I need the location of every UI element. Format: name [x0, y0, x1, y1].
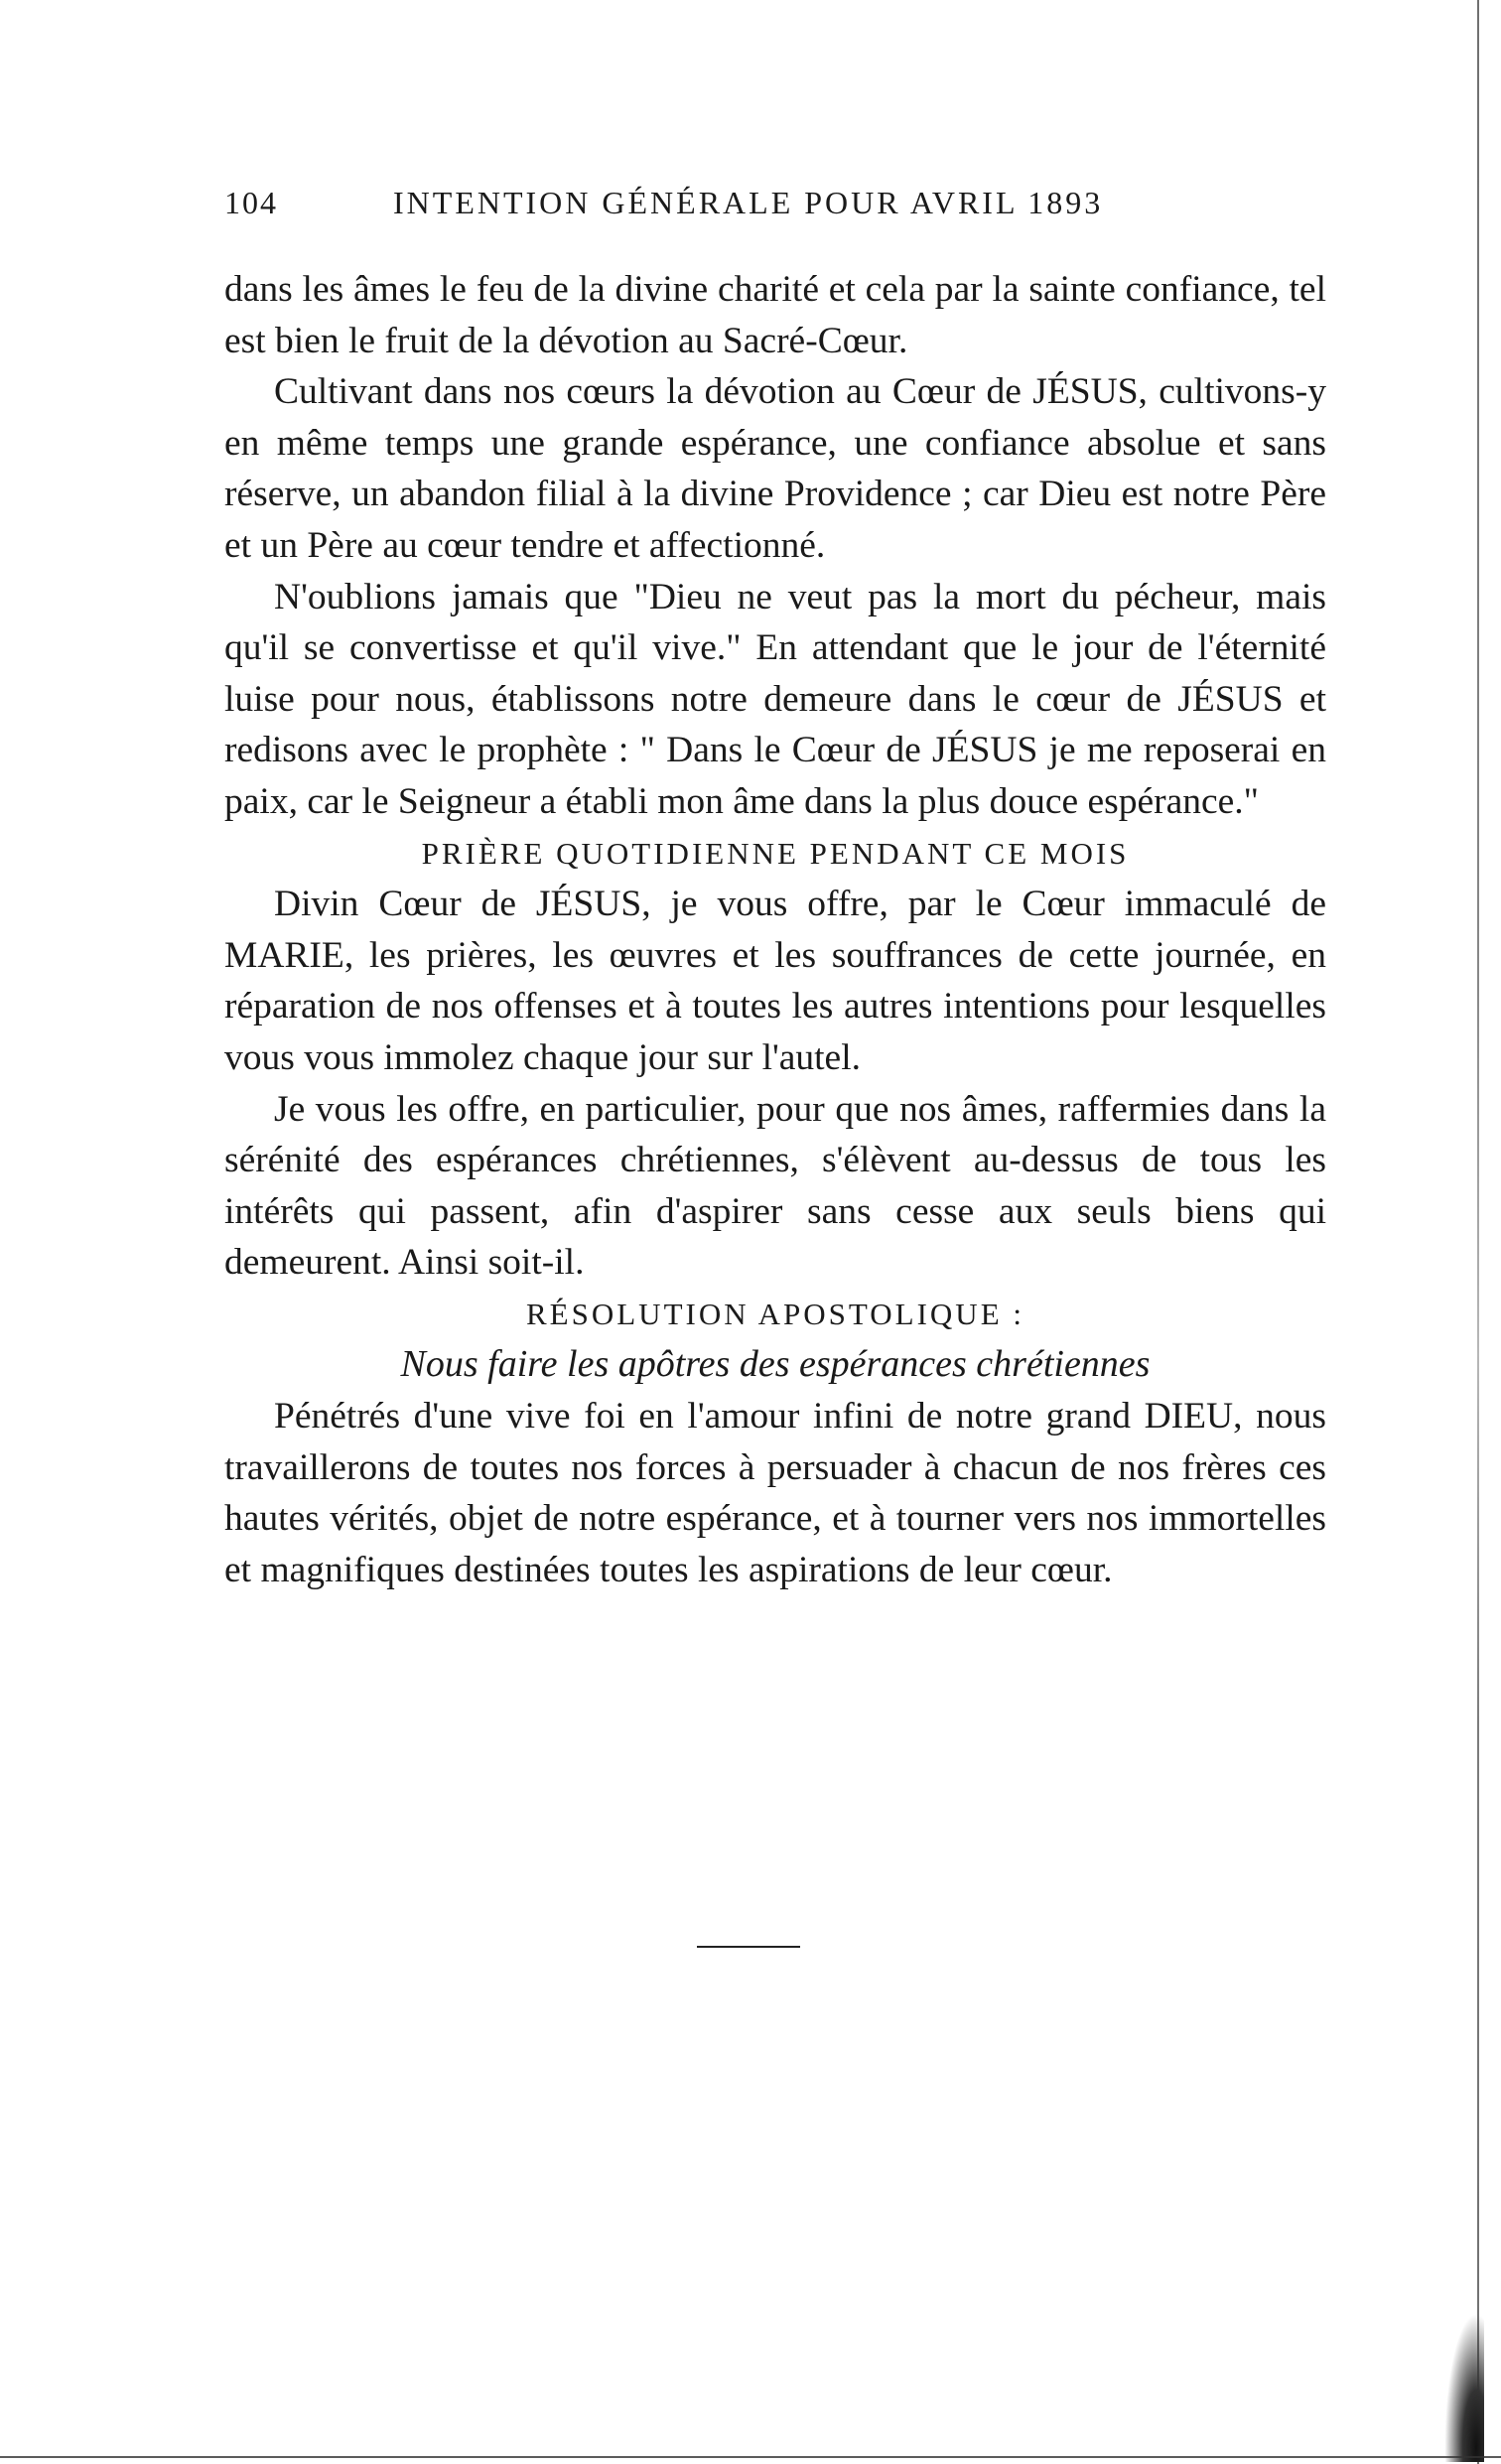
scan-edge-bottom	[0, 2456, 1501, 2458]
prayer-paragraph: Divin Cœur de JÉSUS, je vous offre, par le Cœur immaculé de MARIE, les prières, les œuvres et les souffrances de cette journée, en réparation de nos offenses et à toutes les autres intentions pour lesquelles vous vous immolez chaque jour sur l'autel.	[224, 884, 1326, 1078]
page-number: 104	[224, 185, 278, 220]
resolution-subheading: Nous faire les apôtres des espérances chrétiennes	[400, 1343, 1151, 1386]
prayer-heading: PRIÈRE QUOTIDIENNE PENDANT CE MOIS	[421, 835, 1130, 871]
paragraph-continuation: dans les âmes le feu de la divine charité et cela par la sainte confiance, tel est bien le fruit de la dévotion au Sacré-Cœur.	[224, 269, 1326, 361]
paragraph-devotion: Cultivant dans nos cœurs la dévotion au Cœur de JÉSUS, cultivons-y en même temps une grande espérance, une confiance absolue et sans réserve, un abandon filial à la divine Providence ; car Dieu est notre Père et un Père au cœur tendre et affectionné.	[224, 371, 1326, 566]
scan-edge-right	[1477, 0, 1479, 2464]
resolution-heading: RÉSOLUTION APOSTOLIQUE :	[526, 1296, 1024, 1331]
paragraph-quotation: N'oublions jamais que "Dieu ne veut pas la mort du pécheur, mais qu'il se convertisse et qu'il vive." En attendant que le jour de l'éternité luise pour nous, établissons notre demeure dans le cœur de JÉSUS et redisons avec le prophète : " Dans le Cœur de JÉSUS je me reposerai en paix, car le Seigneur a établi mon âme dans la plus douce espérance."	[224, 576, 1326, 822]
closing-rule	[697, 1946, 800, 1948]
resolution-paragraph: Pénétrés d'une vive foi en l'amour infini de notre grand DIEU, nous travaillerons de toutes nos forces à persuader à chacun de nos frères ces hautes vérités, objet de notre espérance, et à tourner vers nos immortelles et magnifiques destinées toutes les aspirations de leur cœur.	[224, 1396, 1326, 1590]
scan-edge-mark	[1444, 2313, 1484, 2462]
running-head	[224, 185, 1217, 234]
running-title: INTENTION GÉNÉRALE POUR AVRIL 1893	[393, 185, 1104, 220]
body-text	[224, 264, 1326, 1595]
prayer-paragraph: Je vous les offre, en particulier, pour que nos âmes, raffermies dans la sérénité des espérances chrétiennes, s'élèvent au-dessus de tous les intérêts qui passent, afin d'aspirer sans cesse aux seuls biens qui demeurent. Ainsi soit-il.	[224, 1088, 1326, 1284]
